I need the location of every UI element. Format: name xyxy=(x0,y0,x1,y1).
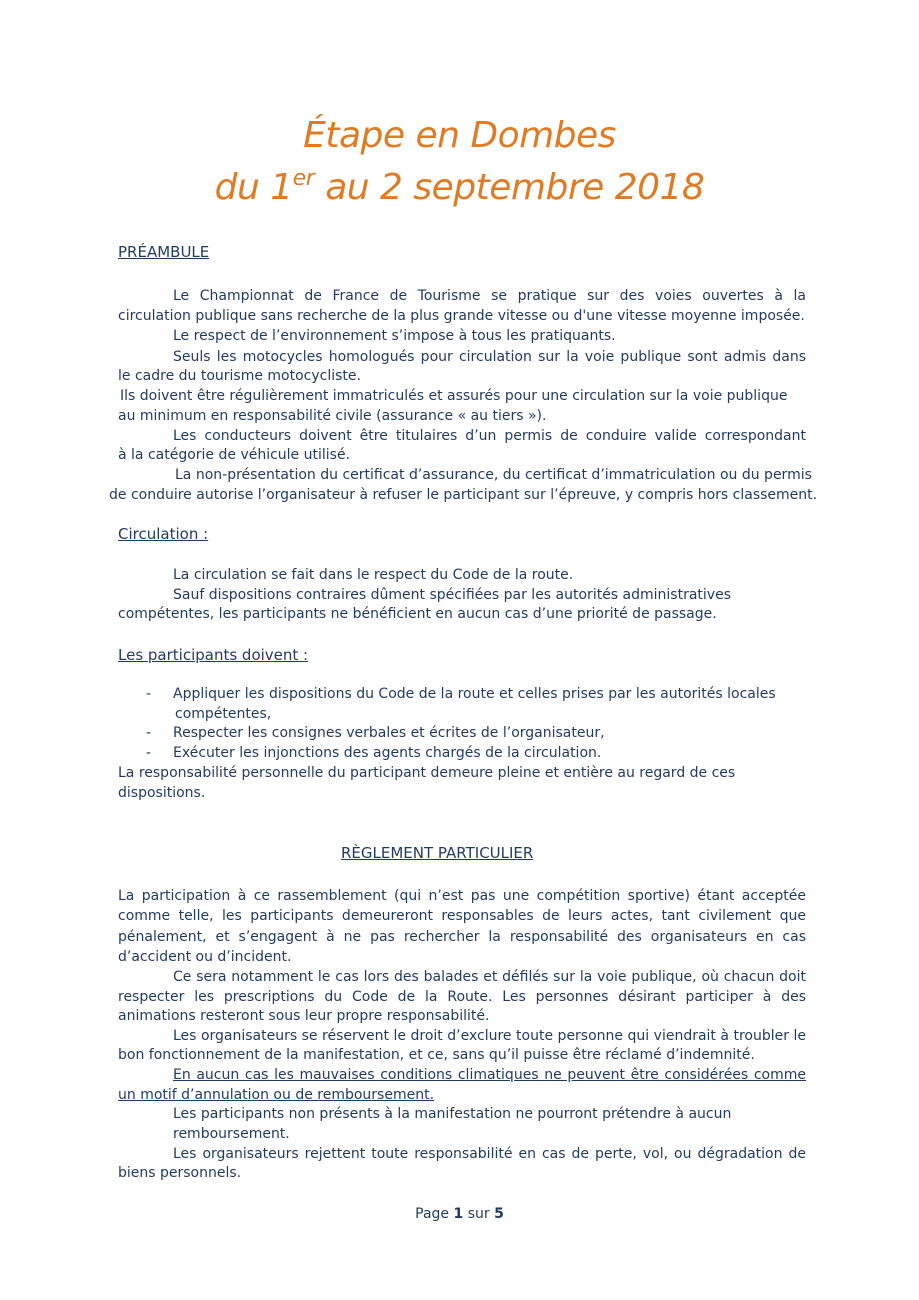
reglement-heading: RÈGLEMENT PARTICULIER xyxy=(341,844,534,862)
preambule-line: le cadre du tourisme motocycliste. xyxy=(118,368,361,384)
title-date-superscript: er xyxy=(292,166,315,191)
reglement-line: Ce sera notamment le cas lors des balades et défilés sur la voie publique, où chacun doit xyxy=(173,969,806,985)
preambule-heading: PRÉAMBULE xyxy=(118,243,210,261)
reglement-line: d’accident ou d’incident. xyxy=(118,949,292,965)
bullet-dash: - xyxy=(146,686,152,702)
page-number-current: 1 xyxy=(453,1206,464,1222)
participants-item: Exécuter les injonctions des agents chargés de la circulation. xyxy=(173,745,602,761)
participants-item: Appliquer les dispositions du Code de la route et celles prises par les autorités locales xyxy=(173,686,776,702)
reglement-underlined-line: un motif d’annulation ou de remboursement. xyxy=(118,1087,435,1103)
reglement-line: comme telle, les participants demeureront responsables de leurs actes, tant civilement que xyxy=(118,908,806,924)
bullet-dash: - xyxy=(146,725,152,741)
preambule-line: de conduire autorise l’organisateur à refuser le participant sur l’épreuve, y compris hors classement. xyxy=(109,487,818,503)
page-number-total: 5 xyxy=(494,1206,504,1222)
reglement-line: animations resteront sous leur propre responsabilité. xyxy=(118,1008,490,1024)
participants-item: Respecter les consignes verbales et écrites de l’organisateur, xyxy=(173,725,605,741)
circulation-line: La circulation se fait dans le respect du Code de la route. xyxy=(173,567,574,583)
document-title-line2 xyxy=(0,168,919,208)
reglement-line: bon fonctionnement de la manifestation, et ce, sans qu’il puisse être réclamé d’indemnité. xyxy=(118,1047,755,1063)
preambule-line: Le Championnat de France de Tourisme se pratique sur des voies ouvertes à la xyxy=(173,288,806,304)
preambule-line: Les conducteurs doivent être titulaires d’un permis de conduire valide correspondant xyxy=(173,428,806,444)
bullet-dash: - xyxy=(146,745,152,761)
preambule-line: Le respect de l’environnement s’impose à tous les pratiquants. xyxy=(173,328,616,344)
preambule-line: La non-présentation du certificat d’assurance, du certificat d’immatriculation ou du permis xyxy=(175,467,812,483)
circulation-line: compétentes, les participants ne bénéficient en aucun cas d’une priorité de passage. xyxy=(118,606,717,622)
preambule-line: à la catégorie de véhicule utilisé. xyxy=(118,447,351,463)
title-date-prefix: du 1 xyxy=(214,167,293,208)
preambule-line: Ils doivent être régulièrement immatriculés et assurés pour une circulation sur la voie publique xyxy=(120,388,788,404)
page-number xyxy=(0,1205,919,1224)
page-number-prefix: Page xyxy=(415,1206,454,1222)
title-date-suffix: au 2 septembre 2018 xyxy=(314,167,705,208)
reglement-underlined-line: En aucun cas les mauvaises conditions climatiques ne peuvent être considérées comme xyxy=(173,1067,806,1083)
reglement-line: Les organisateurs rejettent toute responsabilité en cas de perte, vol, ou dégradation de xyxy=(173,1146,806,1162)
participants-item-continuation: compétentes, xyxy=(175,706,272,722)
participants-heading: Les participants doivent : xyxy=(118,646,309,664)
reglement-line: Les participants non présents à la manifestation ne pourront prétendre à aucun xyxy=(173,1106,732,1122)
reglement-line: remboursement. xyxy=(173,1126,290,1142)
reglement-line: Les organisateurs se réservent le droit d’exclure toute personne qui viendrait à troubler le xyxy=(173,1028,806,1044)
circulation-line: Sauf dispositions contraires dûment spécifiées par les autorités administratives xyxy=(173,587,731,603)
participants-closing: dispositions. xyxy=(118,785,206,801)
reglement-line: pénalement, et s’engagent à ne pas rechercher la responsabilité des organisateurs en cas xyxy=(118,929,806,945)
preambule-line: Seuls les motocycles homologués pour circulation sur la voie publique sont admis dans xyxy=(173,349,806,365)
preambule-line: circulation publique sans recherche de la plus grande vitesse ou d'une vitesse moyenne imposée. xyxy=(118,308,805,324)
participants-closing: La responsabilité personnelle du participant demeure pleine et entière au regard de ces xyxy=(118,765,736,781)
reglement-line: La participation à ce rassemblement (qui n’est pas une compétition sportive) étant acceptée xyxy=(118,888,806,904)
circulation-heading: Circulation : xyxy=(118,525,209,543)
reglement-line: biens personnels. xyxy=(118,1165,242,1181)
preambule-line: au minimum en responsabilité civile (assurance « au tiers »). xyxy=(118,408,547,424)
reglement-line: respecter les prescriptions du Code de la Route. Les personnes désirant participer à des xyxy=(118,989,806,1005)
page-number-middle: sur xyxy=(463,1206,495,1222)
document-title-line1: Étape en Dombes xyxy=(303,115,616,156)
